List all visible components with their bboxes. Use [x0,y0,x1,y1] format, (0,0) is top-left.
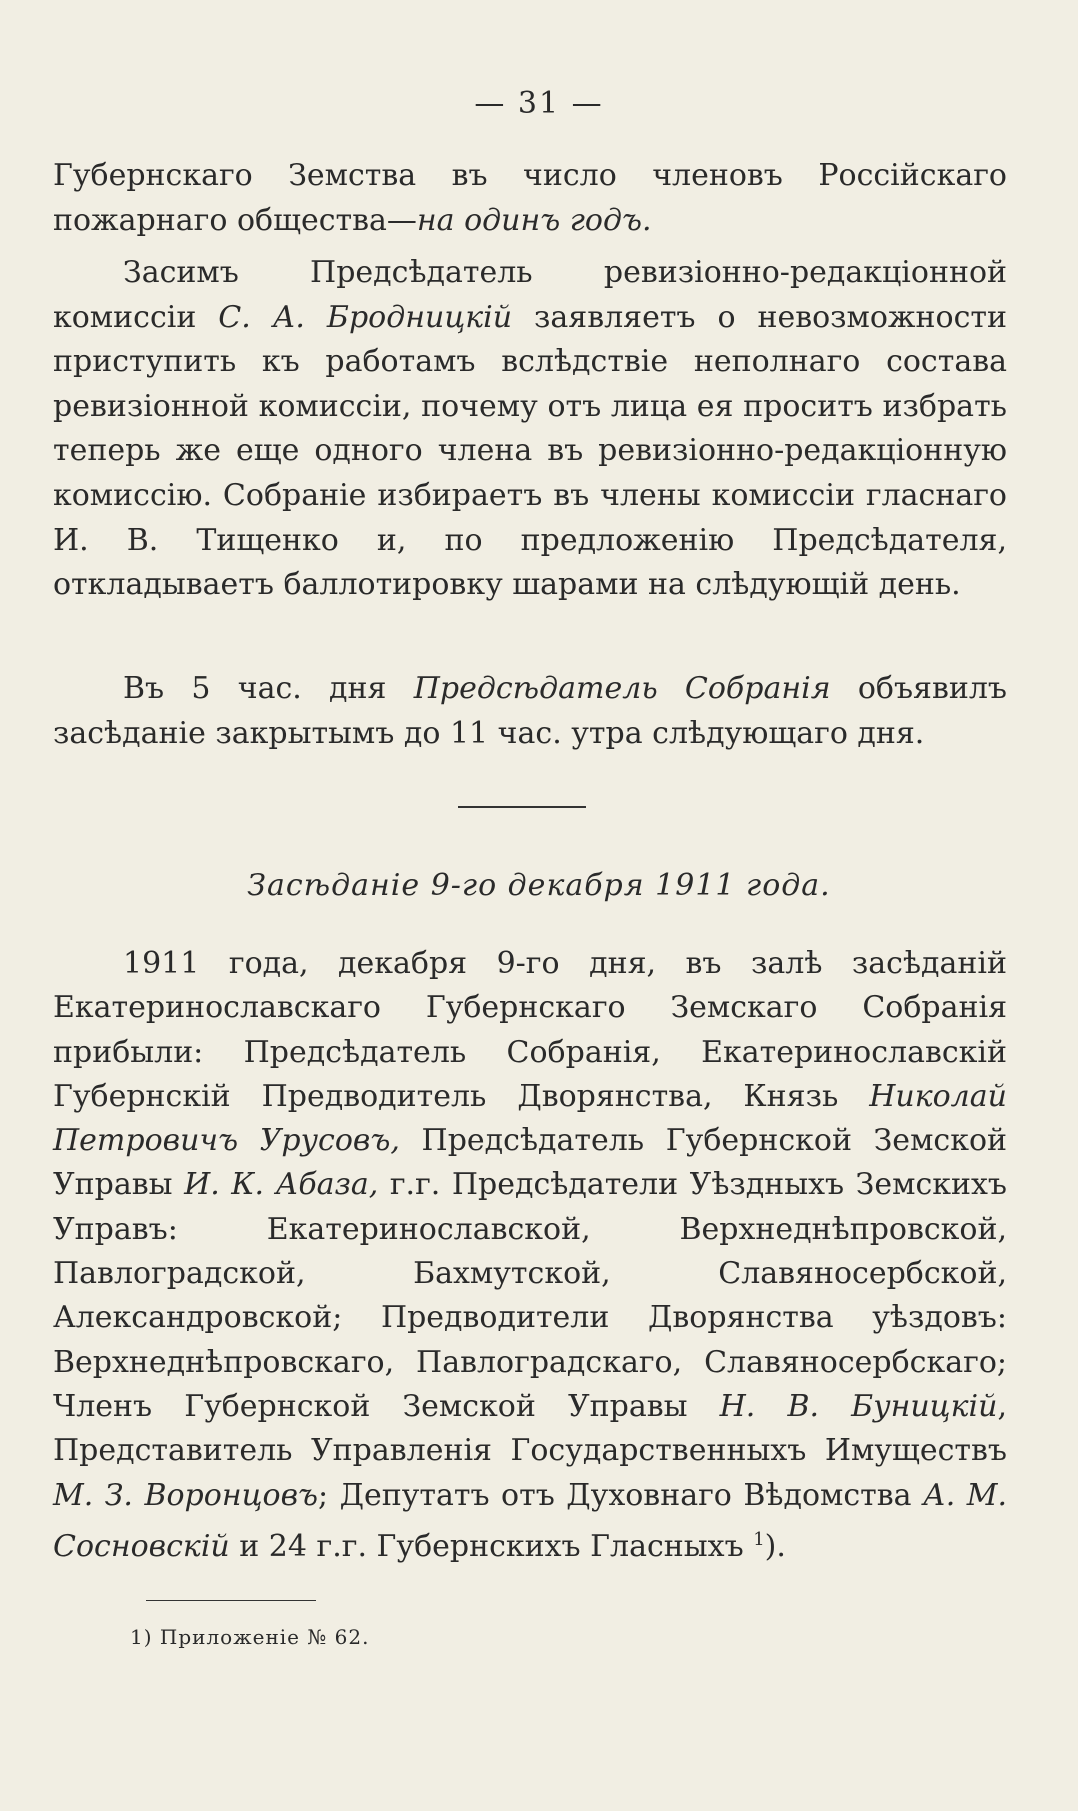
session-heading: Засѣданіе 9-го декабря 1911 года. [247,868,831,903]
person-name: А. М. Сосновскій [53,1477,1007,1564]
paragraph-text: , Представитель Управленія Государственныхъ Имуществъ [53,1388,1007,1469]
paragraph-text: Въ 5 час. дня [123,671,414,706]
person-name: Николай Петровичъ Урусовъ, [53,1078,1007,1159]
person-name: М. З. Воронцовъ [53,1477,319,1513]
chairman-title: Предсѣдатель Собранія [413,671,831,706]
paragraph-text: г.г. Предсѣдатели Уѣздныхъ Земскихъ Управъ: Екатеринославской, Верхнеднѣпровской, Павлоградской, Бахмутской, Славяносербской, Александровской; Предводители Дворянства уѣздовъ: Верхнеднѣпровскаго, Павлоградскаго, Славяносербскаго; Членъ Губернской Земской Управы [53,1167,1007,1424]
italic-phrase: на одинъ годъ. [416,202,652,238]
footnote: 1) Приложеніе № 62. [130,1625,370,1649]
page-number: — 31 — [474,86,604,121]
section-divider [458,806,586,808]
paragraph-text: объявилъ засѣданіе закрытымъ до 11 час. утра слѣдующаго дня. [53,671,1007,751]
paragraph-text: 1911 года, декабря 9-го дня, въ залѣ засѣданій Екатеринославскаго Губернскаго Земскаго Собранія прибыли: Предсѣдатель Собранія, Екатеринославскій Губернскій Предводитель Дворянства, Князь [53,946,1007,1114]
paragraph-text: Губернскаго Земства въ число членовъ Россійскаго пожарнаго общества— [53,158,1007,238]
paragraph-continuation [53,154,1007,243]
paragraph-attendees [53,942,1007,1569]
paragraph-text: Предсѣдатель Губернской Земской Управы [53,1123,1008,1203]
person-name: Н. В. Буницкій [719,1388,998,1424]
paragraph-text: и 24 г.г. Губернскихъ Гласныхъ [229,1528,754,1564]
person-name: И. К. Абаза, [184,1167,379,1203]
footnote-divider [146,1600,316,1601]
person-name: С. А. Бродницкій [218,299,513,335]
paragraph-closing [53,667,1007,756]
paragraph-text: ). [764,1528,786,1564]
footnote-marker: 1 [753,1528,765,1550]
paragraph-text: ; Депутатъ отъ Духовнаго Вѣдомства [318,1477,923,1513]
paragraph-commission [53,251,1007,608]
paragraph-text: заявляетъ о невозможности приступить къ работамъ вслѣдствіе неполнаго состава ревизіонной комиссіи, почему отъ лица ея проситъ избрать теперь же еще одного члена въ ревизіонно-редакціонную комиссію. Собраніе избираетъ въ члены комиссіи гласнаго И. В. Тищенко и, по предложенію Предсѣдателя, откладываетъ баллотировку шарами на слѣдующій день. [53,299,1007,603]
paragraph-text: Засимъ Предсѣдатель ревизіонно-редакціонной комиссіи [53,255,1007,335]
